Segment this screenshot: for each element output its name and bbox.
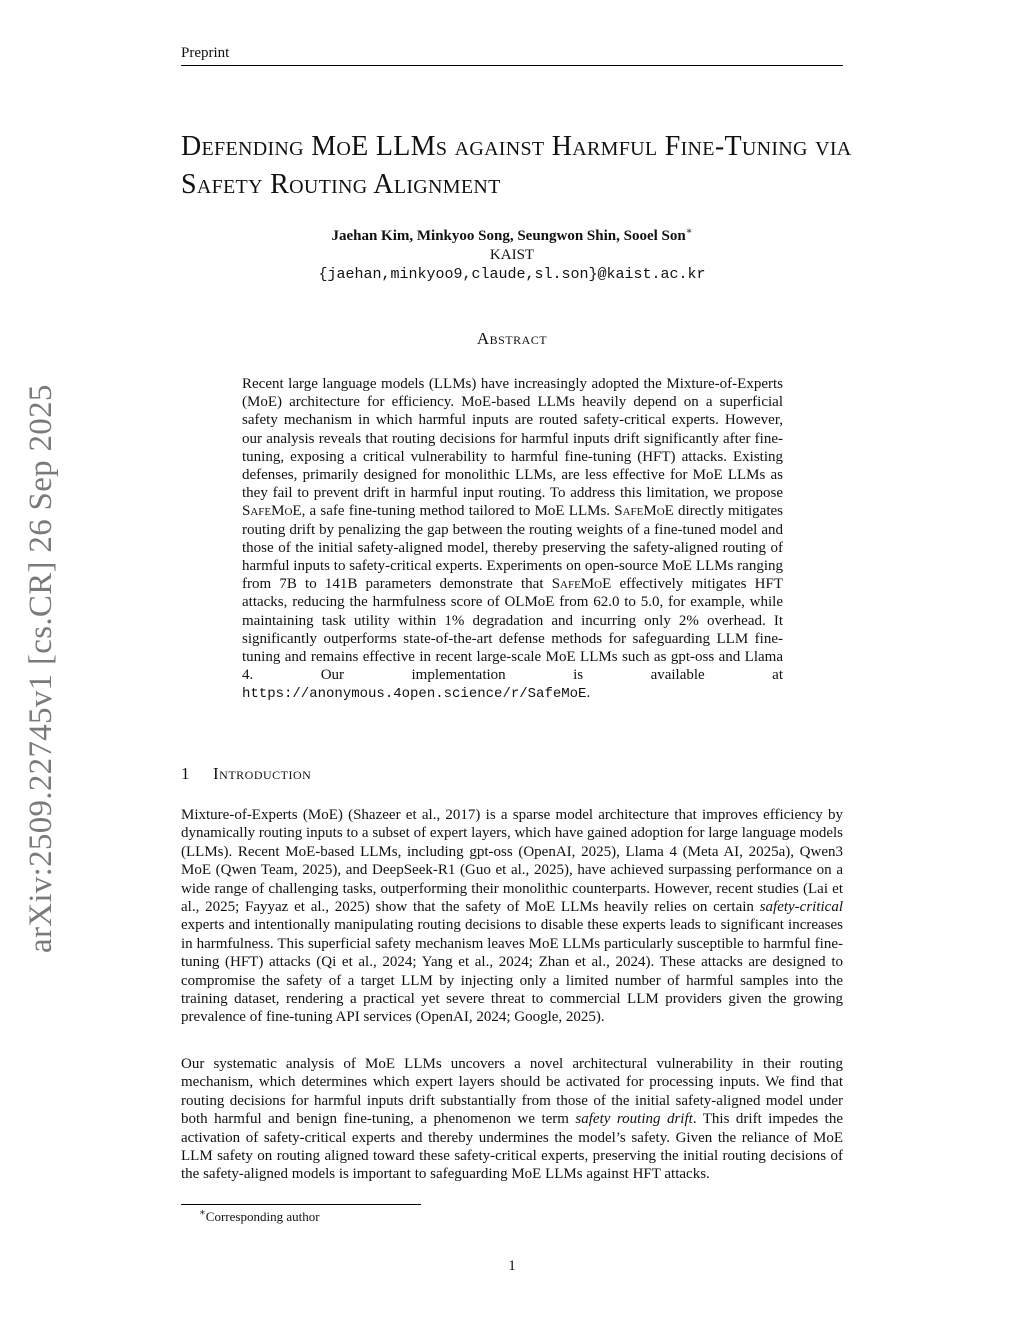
emphasis-text: safety-critical (759, 899, 843, 916)
author-emails: {jaehan,minkyoo9,claude,sl.son}@kaist.ac.kr (318, 266, 706, 283)
paper-title: Defending MoE LLMs against Harmful Fine-Tuning via Safety Routing Alignment (181, 131, 852, 200)
abstract-text-part-1: Recent large language models (LLMs) have increasingly adopted the Mixture-of-Experts (MoE) architecture for efficiency. MoE-based LLMs heavily depend on a superficial safety mechanism in which harmful inputs are routed safety-critical experts. However, our analysis reveals that routing decisions for harmful inputs drift significantly after fine-tuning, exposing a critical vulnerability to harmful fine-tuning (HFT) attacks. Existing defenses, primarily designed for monolithic LLMs, are less effective for MoE LLMs as they fail to prevent drift in harmful input routing. To address this limitation, we propose (242, 376, 783, 502)
paragraph-text: experts and intentionally manipulating routing decisions to disable these experts leads to significant increases in harmfulness. This superficial safety mechanism leaves MoE LLMs particularly susceptible to harmful fine-tuning (HFT) attacks (Qi et al., 2024; Yang et al., 2024; Zhan et al., 2024). These attacks are designed to compromise the safety of a target LLM by injecting only a limited number of harmful samples into the training dataset, rendering a practical yet severe threat to commercial LLM providers given the growing prevalence of fine-tuning API services (OpenAI, 2024; Google, 2025). (181, 917, 843, 1026)
footnote (199, 1209, 320, 1225)
footnote-rule (181, 1204, 421, 1205)
corresponding-mark: ∗ (685, 226, 693, 237)
affiliation: KAIST (489, 247, 535, 263)
paragraph-text: Our systematic analysis of MoE LLMs uncovers a novel architectural vulnerability in their routing mechanism, which determines which expert layers should be activated for processing inputs. We find that routing decisions for harmful inputs drift substantially from those of the initial safety-aligned model under both harmful and benign fine-tuning, a phenomenon we term (181, 1056, 843, 1128)
abstract-text-part-2: , a safe fine-tuning method tailored to MoE LLMs. (301, 503, 615, 520)
author-block (181, 227, 843, 284)
paragraph-text: . This drift impedes the activation of safety-critical experts and thereby undermines the model’s safety. Given the reliance of MoE LLM safety on routing aligned toward these safety-critical experts, preserving the initial routing decisions of the safety-aligned models is important to safeguarding MoE LLMs against HFT attacks. (181, 1111, 843, 1183)
intro-paragraph-2 (181, 1055, 843, 1184)
abstract-end: . (586, 685, 591, 702)
abstract-text-part-4: effectively mitigates HFT attacks, reducing the harmfulness score of OLMoE from 62.0 to 5.0, for example, while maintaining task utility within 1% degradation and incurring only 2% overhead. It significantly outperforms state-of-the-art defense methods for safeguarding LLM fine-tuning and remains effective in recent large-scale MoE LLMs such as gpt-oss and Llama 4. Our implementation is available at (242, 576, 783, 684)
intro-paragraph-1 (181, 806, 843, 1027)
footnote-text: Corresponding author (205, 1209, 320, 1224)
abstract-text (242, 375, 783, 704)
method-name: SafeMoE (614, 503, 674, 520)
section-number: 1 (181, 764, 190, 783)
implementation-link[interactable]: https://anonymous.4open.science/r/SafeMoE (242, 686, 587, 703)
page-number: 1 (508, 1258, 516, 1274)
arxiv-stamp: arXiv:2509.22745v1 [cs.CR] 26 Sep 2025 (23, 384, 59, 953)
emphasis-text: safety routing drift (575, 1111, 693, 1128)
paragraph-text: Mixture-of-Experts (MoE) (Shazeer et al., 2017) is a sparse model architecture that improves efficiency by dynamically routing inputs to a subset of expert layers, which have gained adoption for large language models (LLMs). Recent MoE-based LLMs, including gpt-oss (OpenAI, 2025), Llama 4 (Meta AI, 2025a), Qwen3 MoE (Qwen Team, 2025), and DeepSeek-R1 (Guo et al., 2025), have achieved surpassing performance on a wide range of challenging tasks, outperforming their monolithic counterparts. However, recent studies (Lai et al., 2025; Fayyaz et al., 2025) show that the safety of MoE LLMs heavily relies on certain (181, 807, 843, 916)
section-title: Introduction (213, 764, 312, 783)
method-name: SafeMoE (242, 503, 302, 520)
section-heading (181, 764, 311, 784)
footnote-mark: ∗ (199, 1207, 206, 1219)
author-names: Jaehan Kim, Minkyoo Song, Seungwon Shin, Sooel Son (331, 228, 686, 244)
running-head: Preprint (181, 44, 843, 66)
method-name: SafeMoE (551, 576, 612, 593)
abstract-heading: Abstract (476, 329, 548, 348)
abstract-text-part-3: directly mitigates routing drift by penalizing the gap between the routing weights of a fine-tuned model and those of the initial safety-aligned model, thereby preserving the safety-aligned routing of harmful inputs to safety-critical experts. Experiments on open-source MoE LLMs ranging from 7B to 141B parameters demonstrate that (242, 503, 783, 593)
